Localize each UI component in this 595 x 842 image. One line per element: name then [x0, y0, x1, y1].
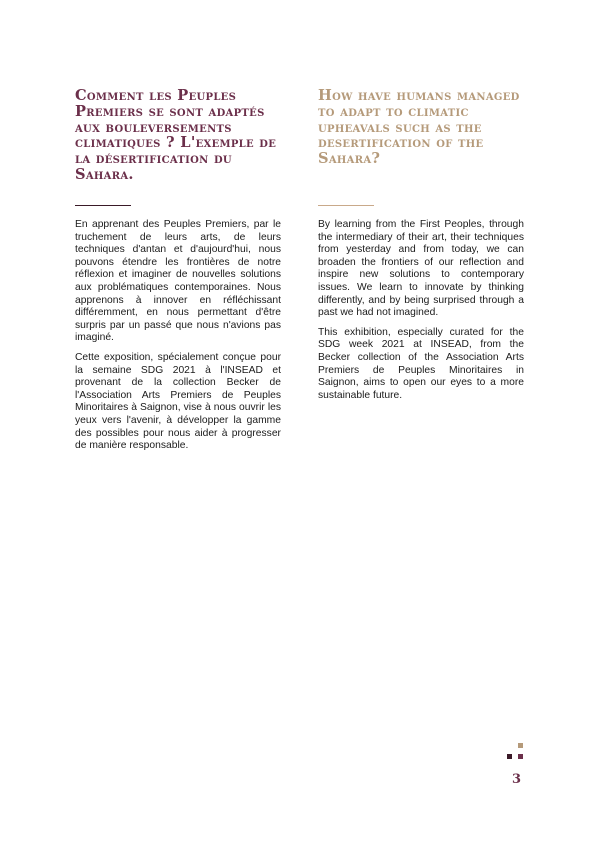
page-number: 3: [512, 772, 522, 787]
english-body: [318, 219, 524, 409]
french-paragraph-1: En apprenant des Peuples Premiers, par le truchement de leurs arts, de leurs techniques d'antan et d'aujourd'hui, nous pouvons étendre les frontières de notre réflexion et imaginer de nouvelles solutions aux problématiques contemporaines. Nous apprenons à innover en réfléchissant différemment, en nous permettant d'être surpris par un passé que nous n'avions pas imaginé.: [75, 219, 281, 344]
french-body: [75, 219, 281, 460]
english-heading: How have humans managed to adapt to climatic upheavals such as the desertification of the Sahara?: [318, 87, 520, 168]
square-bottom-left: [507, 754, 512, 759]
french-paragraph-2: Cette exposition, spécialement conçue pour la semaine SDG 2021 à l'INSEAD et provenant de la collection Becker de l'Association Arts Premiers de Peuples Minoritaires à Saignon, vise à nous ouvrir les yeux vers l'avenir, à développer la gamme des possibles pour nous aider à progresser de manière responsable.: [75, 351, 281, 452]
square-bottom-right: [518, 754, 523, 759]
french-heading: Comment les Peuples Premiers se sont adaptés aux bouleversements climatiques ? L'exemple de la désertification du Sahara.: [75, 87, 277, 183]
english-paragraph-2: This exhibition, especially curated for the SDG week 2021 at INSEAD, from the Becker collection of the Association Arts Premiers de Peuples Minoritaires in Saignon, aims to open our eyes to a more sustainable future.: [318, 326, 524, 401]
french-divider: [75, 205, 131, 206]
french-column: [75, 87, 281, 452]
english-paragraph-1: By learning from the First Peoples, through the intermediary of their art, their techniques from yesterday and from today, we can broaden the frontiers of our reflection and inspire new solutions to contemporary issues. We learn to innovate by thinking differently, and by being surprised through a past we had not imagined.: [318, 219, 524, 319]
decorative-squares-icon: [507, 743, 523, 759]
english-divider: [318, 205, 374, 206]
english-column: [318, 87, 524, 401]
square-top-right: [518, 743, 523, 748]
